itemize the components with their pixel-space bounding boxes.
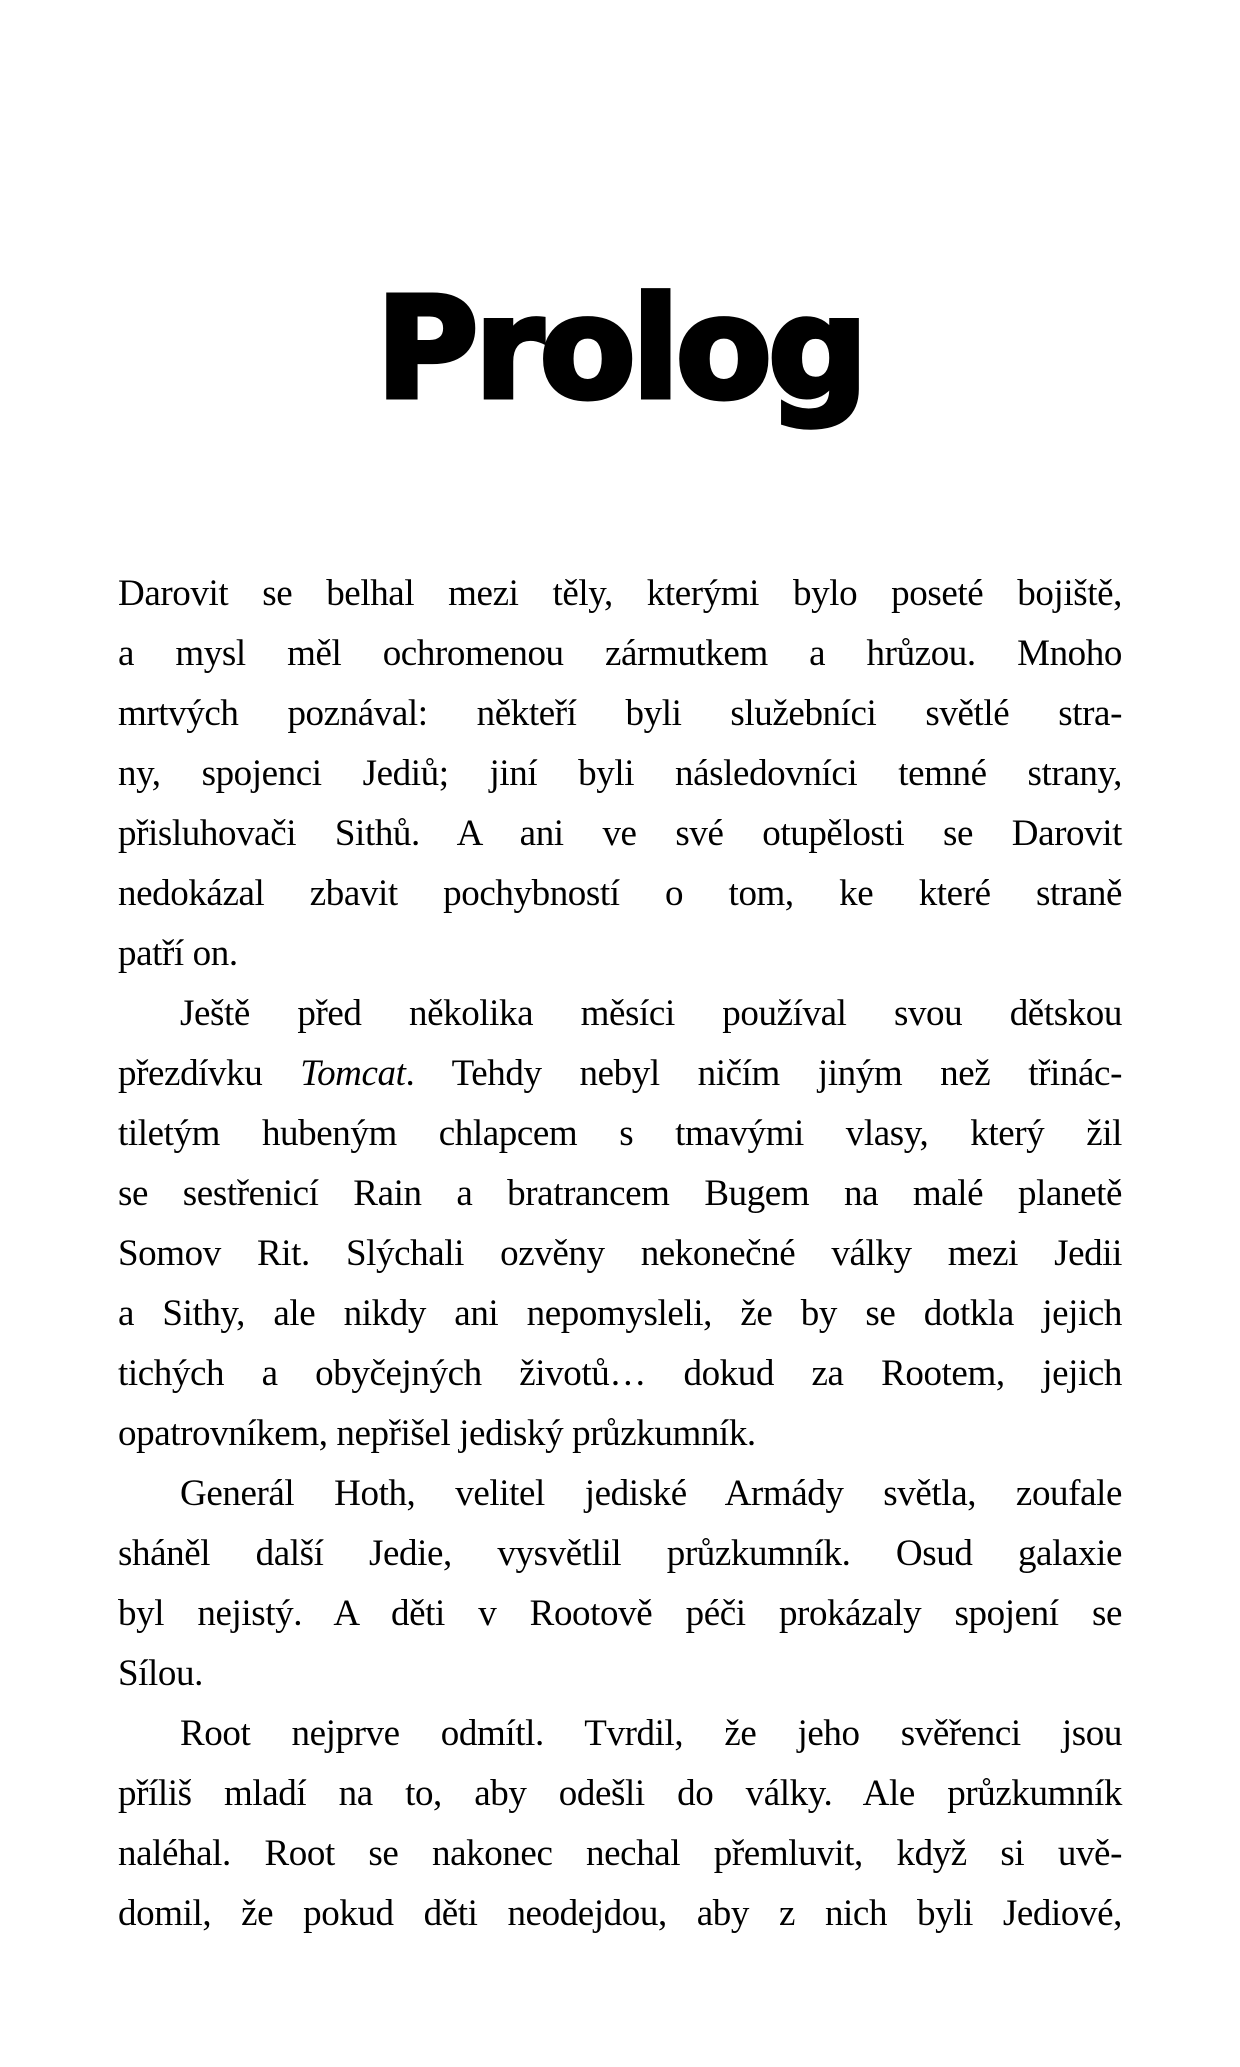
text-line: Somov Rit. Slýchali ozvěny nekonečné války mezi Jedii bbox=[118, 1233, 1122, 1274]
text-segment: . Tehdy nebyl ničím jiným než třinác- bbox=[405, 1053, 1122, 1094]
text-line: přisluhovači Sithů. A ani ve své otupělosti se Darovit bbox=[118, 813, 1122, 854]
text-line: Sílou. bbox=[118, 1653, 203, 1694]
chapter-title: Prolog bbox=[375, 267, 865, 431]
text-segment: přezdívku bbox=[118, 1053, 301, 1094]
italic-nickname: Tomcat bbox=[300, 1053, 406, 1094]
text-line: patří on. bbox=[118, 933, 238, 974]
text-line: Generál Hoth, velitel jediské Armády světla, zoufale bbox=[180, 1473, 1122, 1514]
text-line: sháněl další Jedie, vysvětlil průzkumník. Osud galaxie bbox=[118, 1533, 1122, 1574]
text-line: domil, že pokud děti neodejdou, aby z nich byli Jediové, bbox=[118, 1893, 1122, 1934]
text-line: nedokázal zbavit pochybností o tom, ke které straně bbox=[118, 873, 1122, 914]
text-line: a Sithy, ale nikdy ani nepomysleli, že by se dotkla jejich bbox=[118, 1293, 1122, 1334]
text-line bbox=[118, 1044, 1122, 1104]
text-line: tiletým hubeným chlapcem s tmavými vlasy, který žil bbox=[118, 1113, 1122, 1154]
text-line: se sestřenicí Rain a bratrancem Bugem na malé planetě bbox=[118, 1173, 1122, 1214]
text-line: Darovit se belhal mezi těly, kterými bylo poseté bojiště, bbox=[118, 573, 1122, 614]
text-line: naléhal. Root se nakonec nechal přemluvit, když si uvě- bbox=[118, 1833, 1122, 1874]
text-line: byl nejistý. A děti v Rootově péči prokázaly spojení se bbox=[118, 1593, 1122, 1634]
text-line: opatrovníkem, nepřišel jediský průzkumník. bbox=[118, 1413, 756, 1454]
text-line: ny, spojenci Jediů; jiní byli následovníci temné strany, bbox=[118, 753, 1122, 794]
text-line: Ještě před několika měsíci používal svou dětskou bbox=[180, 993, 1122, 1034]
text-line: Root nejprve odmítl. Tvrdil, že jeho svěřenci jsou bbox=[180, 1713, 1122, 1754]
text-line: příliš mladí na to, aby odešli do války. Ale průzkumník bbox=[118, 1773, 1122, 1814]
body-text bbox=[118, 564, 1122, 1944]
text-line: mrtvých poznával: někteří byli služebníci světlé stra- bbox=[118, 693, 1122, 734]
text-line: a mysl měl ochromenou zármutkem a hrůzou. Mnoho bbox=[118, 633, 1122, 674]
text-line: tichých a obyčejných životů… dokud za Rootem, jejich bbox=[118, 1353, 1122, 1394]
